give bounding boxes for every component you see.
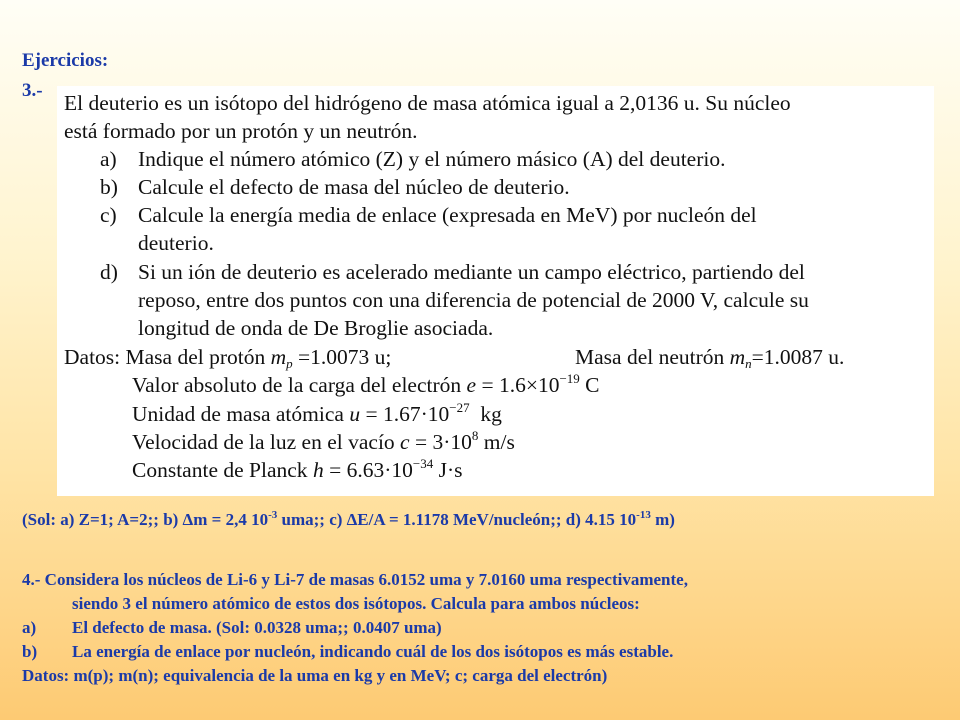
electron-charge-line [132,371,600,399]
electron-charge-exponent: −19 [559,371,580,386]
light-speed-symbol: c [400,430,410,454]
planck-text: Constante de Planck [132,458,308,482]
light-speed-value: = 3·10 [409,430,472,454]
ex4-item-a-text: El defecto de masa. (Sol: 0.0328 uma;; 0.0407 uma) [72,618,442,637]
exercise-3-number: 3.- [22,80,43,101]
item-b-line-1: Calcule el defecto de masa del núcleo de deuterio. [138,175,570,199]
intro-line-2: está formado por un protón y un neutrón. [64,119,418,143]
amu-line [132,400,502,428]
amu-text: Unidad de masa atómica [132,402,344,426]
planck-exponent: −34 [412,456,434,471]
item-d-label: d) [100,260,118,284]
ex4-datos: Datos: m(p); m(n); equivalencia de la uma en kg y en MeV; c; carga del electrón) [22,666,608,685]
amu-value: = 1.67·10 [360,402,450,426]
electron-charge-text: Valor absoluto de la carga del electrón [132,373,462,397]
proton-subscript: p [286,356,293,371]
planck-unit: J·s [433,458,463,482]
proton-symbol: m [270,345,287,369]
datos-label: Datos: [64,345,121,369]
proton-mass-value: =1.0073 u; [298,345,392,369]
sol3-part-1: (Sol: a) Z=1; A=2;; b) Δm = 2,4 10 [22,510,269,529]
amu-unit: kg [469,402,502,426]
light-speed-unit: m/s [478,430,515,454]
ex4-item-b-text: La energía de enlace por nucleón, indicando cuál de los dos isótopos es más estable. [72,642,674,661]
sol3-exponent-2: -13 [636,509,651,521]
light-speed-line [132,428,515,456]
planck-line [132,456,462,484]
neutron-mass-text: Masa del neutrón [575,345,725,369]
sol3-exponent-1: -3 [268,509,278,521]
light-speed-text: Velocidad de la luz en el vacío [132,430,395,454]
sol3-part-3: m) [650,510,675,529]
exercise-4 [22,568,688,688]
item-c-label: c) [100,203,117,227]
electron-charge-unit: C [579,373,600,397]
electron-charge-symbol: e [466,373,477,397]
item-d-line-2: reposo, entre dos puntos con una diferencia de potencial de 2000 V, calcule su [138,288,809,312]
planck-value: = 6.63·10 [323,458,413,482]
exercise-3-solution [22,510,675,530]
item-d-line-1: Si un ión de deuterio es acelerado mediante un campo eléctrico, partiendo del [138,260,805,284]
ex4-item-b-label: b) [22,642,38,661]
exercises-heading: Ejercicios: [22,50,109,71]
item-a-line-1: Indique el número atómico (Z) y el número másico (A) del deuterio. [138,147,726,171]
item-b-label: b) [100,175,118,199]
neutron-subscript: n [745,356,752,371]
planck-symbol: h [312,458,324,482]
exercise-3-scanned-image [57,86,934,496]
item-a-label: a) [100,147,117,171]
item-c-line-1: Calcule la energía media de enlace (expresada en MeV) por nucleón del [138,203,757,227]
neutron-symbol: m [729,345,746,369]
light-speed-exponent: 8 [471,428,479,443]
ex4-item-a [22,616,688,640]
sol3-part-2: uma;; c) ΔE/A = 1.1178 MeV/nucleón;; d) 4.15 10 [277,510,637,529]
ex4-line-1: 4.- Considera los núcleos de Li-6 y Li-7 de masas 6.0152 uma y 7.0160 uma respectivamente, [22,570,688,589]
neutron-mass [575,343,844,371]
item-d-line-3: longitud de onda de De Broglie asociada. [138,316,494,340]
intro-line-1: El deuterio es un isótopo del hidrógeno de masa atómica igual a 2,0136 u. Su núcleo [64,91,791,115]
neutron-mass-value: =1.0087 u. [751,345,845,369]
electron-charge-value: = 1.6×10 [476,373,560,397]
ex4-line-2: siendo 3 el número atómico de estos dos isótopos. Calcula para ambos núcleos: [72,594,640,613]
datos-line [64,343,391,371]
ex4-item-b [22,640,688,664]
ex4-item-a-label: a) [22,618,37,637]
proton-mass-text: Masa del protón [125,345,266,369]
item-c-line-2: deuterio. [138,231,214,255]
amu-exponent: −27 [449,400,470,415]
amu-symbol: u [349,402,361,426]
